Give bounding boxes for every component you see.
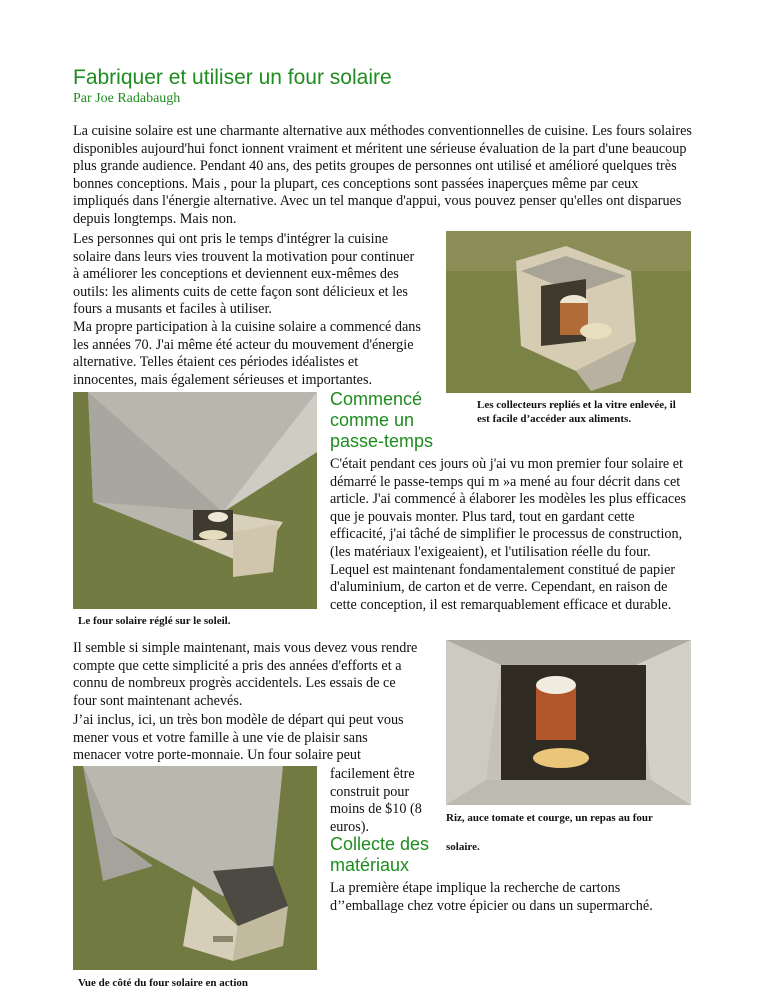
paragraph-6-continued: facilement être construit pour moins de $10 (8 euros). [330, 766, 422, 835]
section-heading-materials: Collecte des matériaux [330, 834, 430, 875]
photo-oven-side [73, 766, 317, 970]
photo-oven-open [446, 231, 691, 393]
caption-photo-meal-line1: Riz, auce tomate et courge, un repas au four [446, 812, 653, 824]
paragraph-6: J’ai inclus, ici, un très bon modèle de départ qui peut vous mener vous et votre famille à une vie de plaisir sans menacer votre porte-monnaie. Un four solaire peut [73, 712, 404, 764]
caption-photo-side: Vue de côté du four solaire en action [78, 977, 248, 989]
photo-meal [446, 640, 691, 805]
caption-photo-meal-line2: solaire. [446, 841, 480, 853]
paragraph-5: Il semble si simple maintenant, mais vous devez vous rendre compte que cette simplicité a pris des années d'efforts et a connu de nombreux progrès accidentels. Les essais de ce four sont maintenant achevés. [73, 640, 418, 709]
byline: Par Joe Radabaugh [73, 91, 181, 106]
paragraph-3: Ma propre participation à la cuisine solaire a commencé dans les années 70. J'ai même été acteur du mouvement d'énergie alternative. Telles étaient ces périodes idéalistes et innocentes, mais également sérieuses et importantes. [73, 319, 421, 388]
paragraph-4: C'était pendant ces jours où j'ai vu mon premier four solaire et démarré le passe-temps qui m »a mené au four décrit dans cet article. J'ai commencé à élaborer les modèles les plus efficaces que je pouvais monter. Plus tard, tout en gardant cette efficacité, j'ai tâché de simplifier le processus de construction, (les matériaux l'exigeaient), et l'utilisation réelle du four. Lequel est maintenant fondamentalement constitué de papier d'aluminium, de carton et de verre. Cependant, en raison de cette conception, il est remarquablement efficace et durable. [330, 456, 687, 613]
page-title: Fabriquer et utiliser un four solaire [73, 66, 392, 89]
photo-oven-sun [73, 392, 317, 609]
paragraph-2: Les personnes qui ont pris le temps d'intégrer la cuisine solaire dans leurs vies trouvent la motivation pour continuer à améliorer les conceptions et deviennent eux-mêmes des outils: les aliments cuits de cette façon sont délicieux et les fours a musants et faciles à utiliser. [73, 231, 415, 318]
caption-photo-sun: Le four solaire réglé sur le soleil. [78, 615, 231, 627]
caption-photo-open: Les collecteurs repliés et la vitre enlevée, il est facile d’accéder aux aliments. [477, 399, 676, 425]
intro-paragraph: La cuisine solaire est une charmante alternative aux méthodes conventionnelles de cuisine. Les fours solaires disponibles aujourd'hui fonct ionnent vraiment et méritent une sérieuse évaluation de la part d'une beaucoup plus grande audience. Pendant 40 ans, des petits groupes de personnes ont utilisé et amélioré quelques très bonnes conceptions. Mais , pour la plupart, ces conceptions sont passées inaperçues même par ceux impliqués dans l'énergie alternative. Avec un tel manque d'appui, vous pouvez penser qu'elles ont disparues depuis longtemps. Mais non. [73, 123, 692, 227]
section-heading-hobby: Commencé comme un passe-temps [330, 389, 434, 451]
paragraph-7: La première étape implique la recherche de cartons d’’emballage chez votre épicier ou dans un supermarché. [330, 880, 653, 914]
